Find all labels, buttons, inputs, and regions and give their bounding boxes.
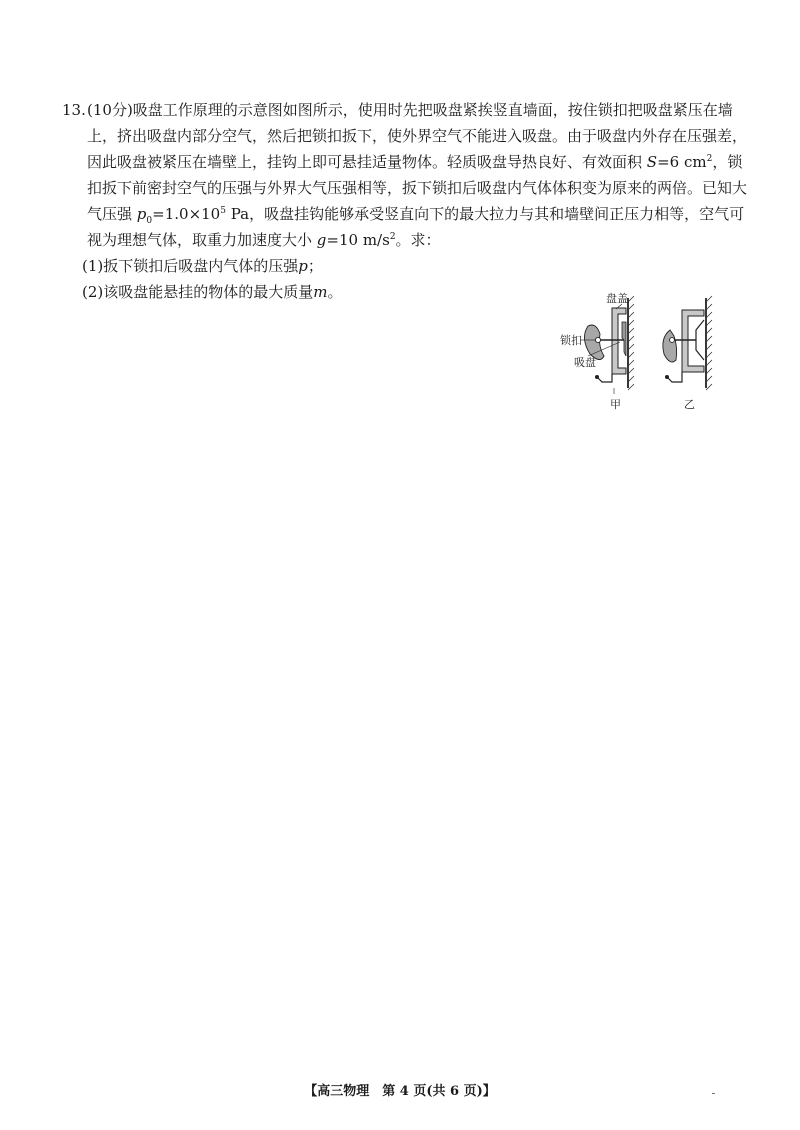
question-13 [62,97,752,305]
label-cover: 盘盖 [606,292,628,305]
cover-yi [682,310,704,372]
suction-cup-figure [560,290,730,420]
page-footer: 【高三物理 第 4 页(共 6 页)】 [304,1084,496,1099]
lock-lever-jia [584,325,604,360]
hook-yi [668,372,682,382]
stem-middle: ，锁扣扳下前密封空气的压强与外界大气压强相等，扳下锁扣后吸盘内气体体积变为原来的两倍。已知大气压强 [87,153,748,223]
wall-hatch-yi [706,296,712,390]
p0-unit: Pa，吸盘挂钩能够承受竖直向下的最大拉力与其和墙壁间正压力相等，空气可视为理想气体，取重力加速度大小 [87,205,745,249]
g-variable: g [316,231,327,249]
figure-yi [663,296,712,411]
p0-exponent: 5 [220,206,226,216]
area-exponent: 2 [706,154,713,164]
scan-mark [712,1093,715,1094]
stem-intro: (10分)吸盘工作原理的示意图如图所示，使用时先把吸盘紧挨竖直墙面，按住锁扣把吸盘紧压在墙上，挤出吸盘内部分空气，然后把锁扣扳下，使外界空气不能进入吸盘。由于吸盘内外存在压强差，因此吸盘被紧压在墙壁上，挂钩上即可悬挂适量物体。轻质吸盘导热良好、有效面积 [87,101,748,171]
hook-jia [598,374,612,382]
sub-question-1 [62,253,752,279]
sub-question-1-end: ； [307,257,323,275]
sub-question-1-var: p [298,257,308,275]
sub-question-2-text: (2)该吸盘能悬挂的物体的最大质量 [82,283,314,301]
wall-hatch-jia [628,296,634,390]
p0-variable: p [136,205,147,223]
pivot-jia [595,337,600,342]
g-exponent: 2 [389,232,396,242]
hook-end-jia [595,375,599,379]
stem-end: 。求： [395,231,441,249]
label-lock: 锁扣 [560,334,582,347]
sub-question-2-end: 。 [327,283,343,301]
cup-jia [622,322,626,356]
suction-cup-diagram [560,290,730,420]
lock-lever-yi [663,330,677,362]
cup-yi [696,320,704,360]
figure-jia [560,291,634,411]
label-jia: 甲 [610,398,621,411]
question-number: 13. [62,101,86,119]
area-value: =6 cm [657,153,707,171]
p0-value: =1.0×10 [152,205,221,223]
g-value: =10 m/s [326,231,390,249]
label-yi: 乙 [684,398,695,411]
area-variable: S [646,153,658,171]
hook-end-yi [665,375,669,379]
label-cup: 吸盘 [574,356,596,369]
question-stem [62,97,752,253]
sub-question-1-text: (1)扳下锁扣后吸盘内气体的压强 [82,257,299,275]
p0-subscript: 0 [146,216,153,226]
pivot-yi [670,338,675,343]
sub-question-2-var: m [313,283,328,301]
